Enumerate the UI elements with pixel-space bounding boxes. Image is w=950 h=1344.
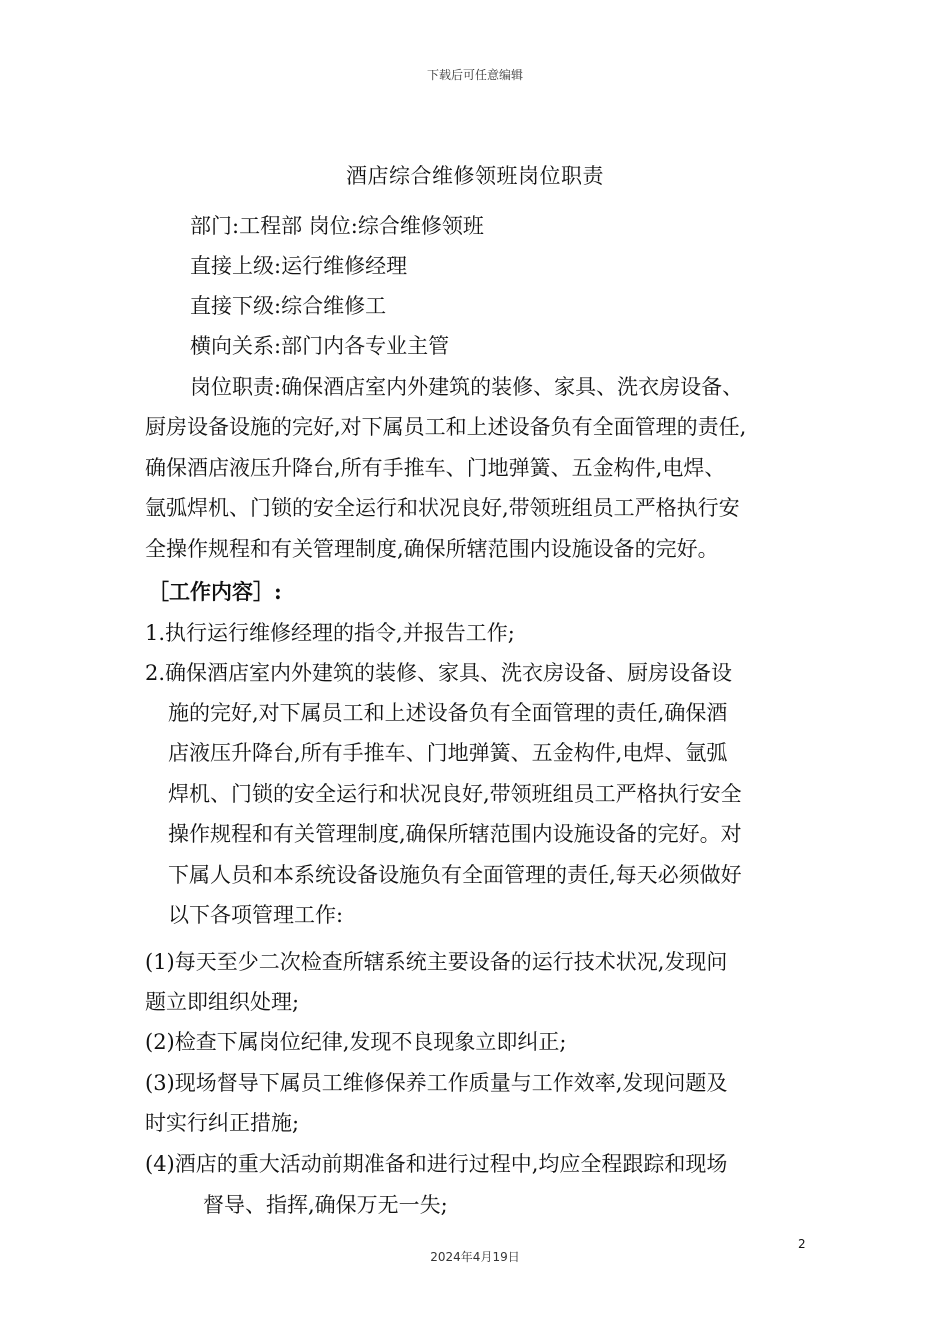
sub-item: (4)酒店的重大活动前期准备和进行过程中,均应全程跟踪和现场	[145, 1152, 728, 1176]
document-title: 酒店综合维修领班岗位职责	[346, 164, 604, 188]
subordinate-line: 直接下级:综合维修工	[190, 294, 387, 318]
duty-line: 岗位职责:确保酒店室内外建筑的装修、家具、洗衣房设备、	[190, 375, 744, 399]
footer-date: 2024年4月19日	[430, 1250, 520, 1264]
superior-line: 直接上级:运行维修经理	[190, 254, 408, 278]
list-item-continuation: 施的完好,对下属员工和上述设备负有全面管理的责任,确保酒	[168, 701, 728, 725]
list-item-continuation: 以下各项管理工作:	[168, 903, 344, 927]
section-heading: ［工作内容］:	[148, 579, 282, 604]
list-item-continuation: 焊机、门锁的安全运行和状况良好,带领班组员工严格执行安全	[168, 782, 742, 806]
lateral-line: 横向关系:部门内各专业主管	[190, 334, 450, 358]
list-item-continuation: 店液压升降台,所有手推车、门地弹簧、五金构件,电焊、氩弧	[168, 741, 728, 765]
sub-item: (1)每天至少二次检查所辖系统主要设备的运行技术状况,发现问	[145, 950, 728, 974]
duty-line: 氩弧焊机、门锁的安全运行和状况良好,带领班组员工严格执行安	[145, 496, 740, 520]
duty-line: 厨房设备设施的完好,对下属员工和上述设备负有全面管理的责任,	[145, 415, 747, 439]
sub-item-continuation: 时实行纠正措施;	[145, 1111, 300, 1135]
list-item: 1.执行运行维修经理的指令,并报告工作;	[145, 621, 515, 645]
list-item-continuation: 下属人员和本系统设备设施负有全面管理的责任,每天必须做好	[168, 863, 742, 887]
list-item-continuation: 操作规程和有关管理制度,确保所辖范围内设施设备的完好。对	[168, 822, 742, 846]
page-number: 2	[798, 1237, 806, 1251]
sub-item: (3)现场督导下属员工维修保养工作质量与工作效率,发现问题及	[145, 1071, 728, 1095]
sub-item-continuation: 题立即组织处理;	[145, 990, 300, 1014]
list-item: 2.确保酒店室内外建筑的装修、家具、洗衣房设备、厨房设备设	[145, 661, 733, 685]
sub-item-continuation: 督导、指挥,确保万无一失;	[203, 1193, 448, 1217]
duty-line: 确保酒店液压升降台,所有手推车、门地弹簧、五金构件,电焊、	[145, 456, 726, 480]
sub-item: (2)检查下属岗位纪律,发现不良现象立即纠正;	[145, 1030, 567, 1054]
header-note: 下载后可任意编辑	[426, 68, 523, 82]
duty-line: 全操作规程和有关管理制度,确保所辖范围内设施设备的完好。	[145, 537, 719, 561]
department-line: 部门:工程部 岗位:综合维修领班	[190, 214, 484, 238]
